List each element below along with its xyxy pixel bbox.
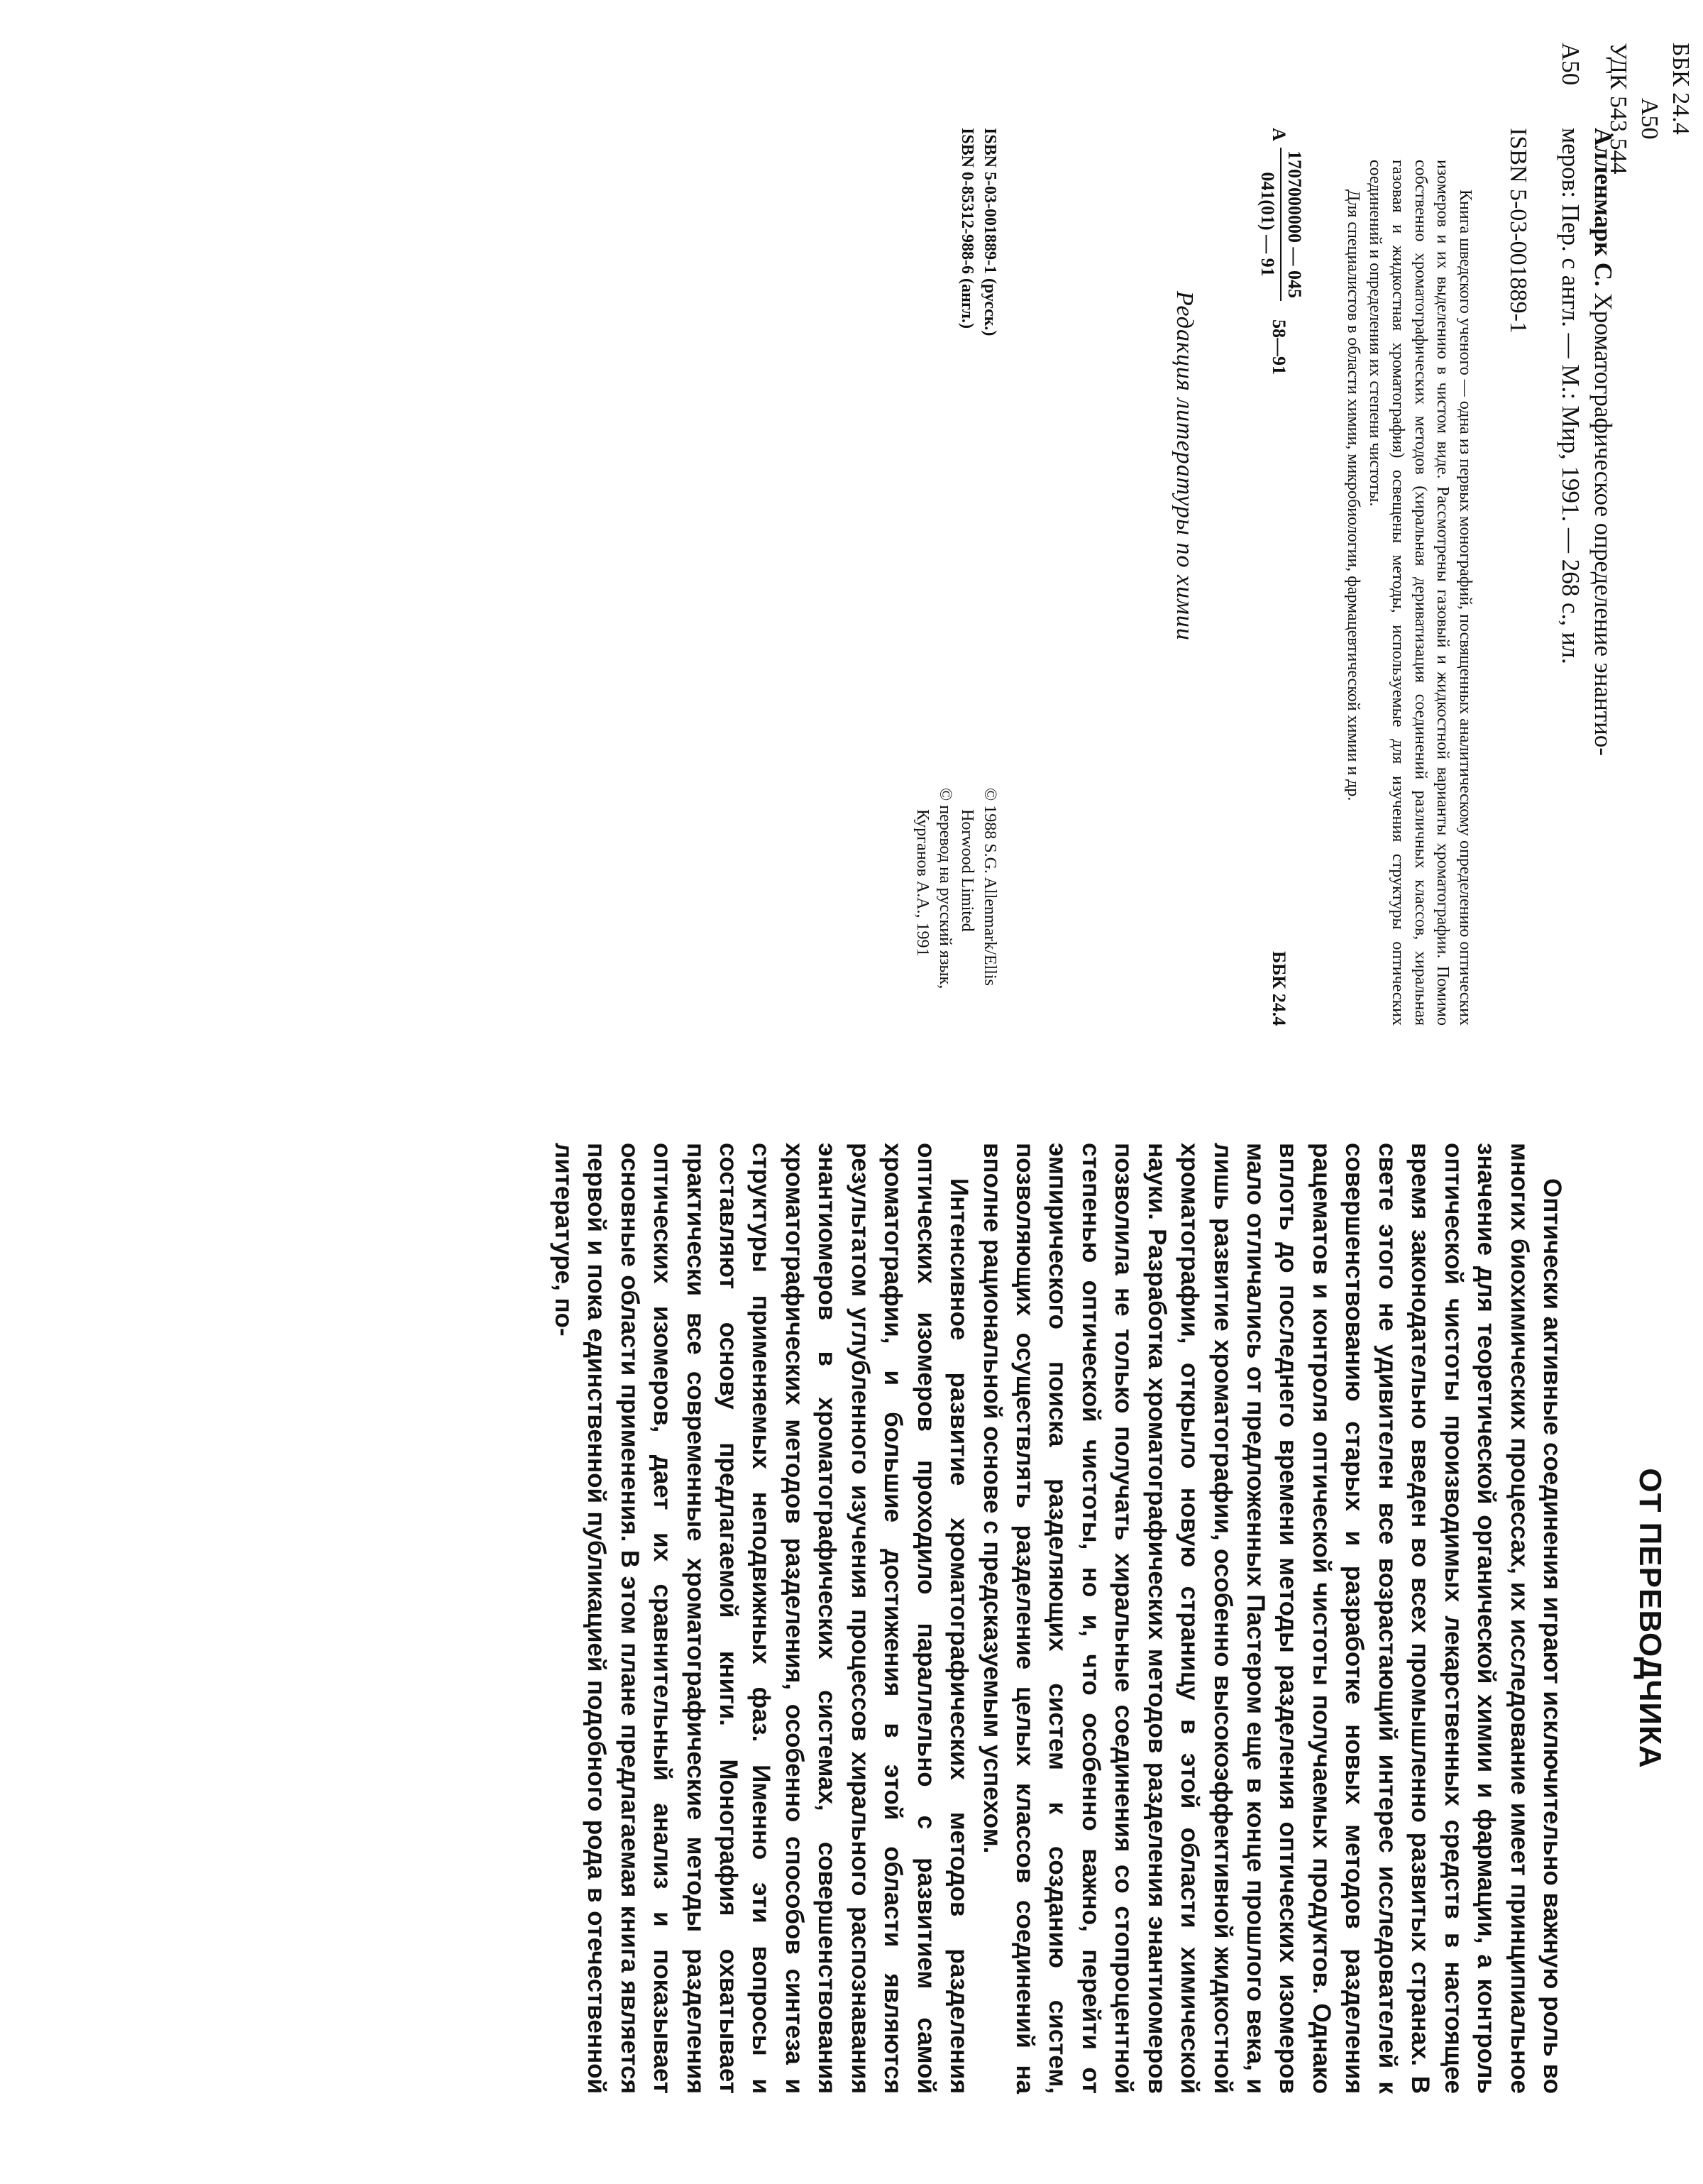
isbn-list bbox=[956, 128, 1001, 336]
entry-code: А50 bbox=[1557, 43, 1585, 86]
preface-body bbox=[546, 1143, 1568, 2094]
author-mark: А50 bbox=[1636, 98, 1663, 140]
formula-prefix: А bbox=[1269, 128, 1289, 141]
formula-suffix: 58—91 bbox=[1269, 319, 1289, 375]
udk-code: УДК 543.544 bbox=[1604, 43, 1631, 175]
formula-denominator: 041(01) — 91 bbox=[1257, 172, 1279, 277]
imprint-page bbox=[43, 35, 1703, 1065]
formula-fraction bbox=[1257, 148, 1306, 301]
formula-numerator: 1707000000 — 045 bbox=[1280, 148, 1306, 301]
annotation-paragraph: Книга шведского ученого — одна из первых монографий, посвященных аналитическому определению оптических изомеров и их выделению в чистом виде. Рассмотрены газовый и жидкостной варианты хроматографии. Помимо собственно хроматографических методов (хиральная дериватизация соединений различных классов, хиральная газовая и жидкостная хроматография) освещены методы, используемые для изучения структуры оптических соединений и определения их степени чистоты. bbox=[1366, 160, 1475, 1026]
bbk-code: ББК 24.4 bbox=[1668, 43, 1694, 135]
preface-paragraph: Оптически активные соединения играют исключительно важную роль во многих биохимических процессах, их исследование имеет принципиальное значение для теоретической органической химии и фармации, а контроль оптической чистоты производимых лекарственных средств в настоящее время законодательно введен во всех промышленно развитых странах. В свете этого не удивителен все возрастающий интерес исследователей к совершенствованию старых и разработке новых методов разделения рацематов и контроля оптической чистоты получаемых продуктов. Однако вплоть до последнего времени методы разделения оптических изомеров мало отличались от предложенных Пастером еще в конце прошлого века, и лишь развитие хроматографии, особенно высокоэффективной жидкостной хроматографии, открыло новую страницу в этой области химической науки. Разработка хроматографических методов разделения энантиомеров позволила не только получать хиральные соединения со стопроцентной степенью оптической чистоты, но и, что особенно важно, перейти от эмпирического поиска разделяющих систем к созданию систем, позволяющих осуществлять разделение целых классов соединений на вполне рациональной основе с предсказуемым успехом. bbox=[978, 1143, 1566, 2094]
entry-publication: меров: Пер. с англ. — М.: Мир, 1991. — 268 с., ил. bbox=[1557, 128, 1585, 664]
copyright-original: © 1988 S.G. Allenmark/Ellis bbox=[981, 788, 999, 986]
editorial-office: Редакция литературы по химии bbox=[1172, 291, 1198, 641]
isbn-russian: ISBN 5-03-001889-1 (русск.) bbox=[981, 128, 999, 336]
entry-author: Алленмарк С. bbox=[1589, 128, 1617, 287]
isbn-line: ISBN 5-03-001889-1 bbox=[1505, 128, 1531, 334]
annotation-paragraph: Для специалистов в области химии, микробиологии, фармацевтической химии и др. bbox=[1343, 190, 1362, 801]
isbn-english: ISBN 0-85312-988-6 (англ.) bbox=[958, 128, 977, 329]
preface-page bbox=[43, 1143, 1689, 2094]
annotation bbox=[1341, 160, 1476, 1026]
copyright-translator: Курганов А.А., 1991 bbox=[913, 809, 932, 957]
bbk-code-right: ББК 24.4 bbox=[1269, 951, 1289, 1026]
copyright-original-publisher: Horwood Limited bbox=[958, 809, 977, 932]
copyright-block bbox=[910, 788, 1001, 989]
preface-paragraph: Интенсивное развитие хроматографических методов разделения оптических изомеров проходило параллельно с развитием самой хроматографии, и большие достижения в этой области являются результатом углубленного изучения процессов хирального распознавания энантиомеров в хроматографических системах, совершенствования хроматографических методов разделения, особенно способов синтеза и структуры применяемых неподвижных фаз. Именно эти вопросы и составляют основу предлагаемой книги. Монография охватывает практически все современные хроматографические методы разделения оптических изомеров, дает их сравнительный анализ и показывает основные области применения. В этом плане предлагаемая книга является первой и пока единственной публикацией подобного рода в отечественной литературе, по- bbox=[549, 1143, 974, 2094]
copyright-translation: © перевод на русский язык, bbox=[935, 788, 954, 989]
preface-title: ОТ ПЕРЕВОДЧИКА bbox=[1633, 1468, 1668, 1769]
bibliographic-entry bbox=[1555, 43, 1619, 1050]
entry-title: Хроматографическое определение энантио- bbox=[1589, 292, 1617, 756]
